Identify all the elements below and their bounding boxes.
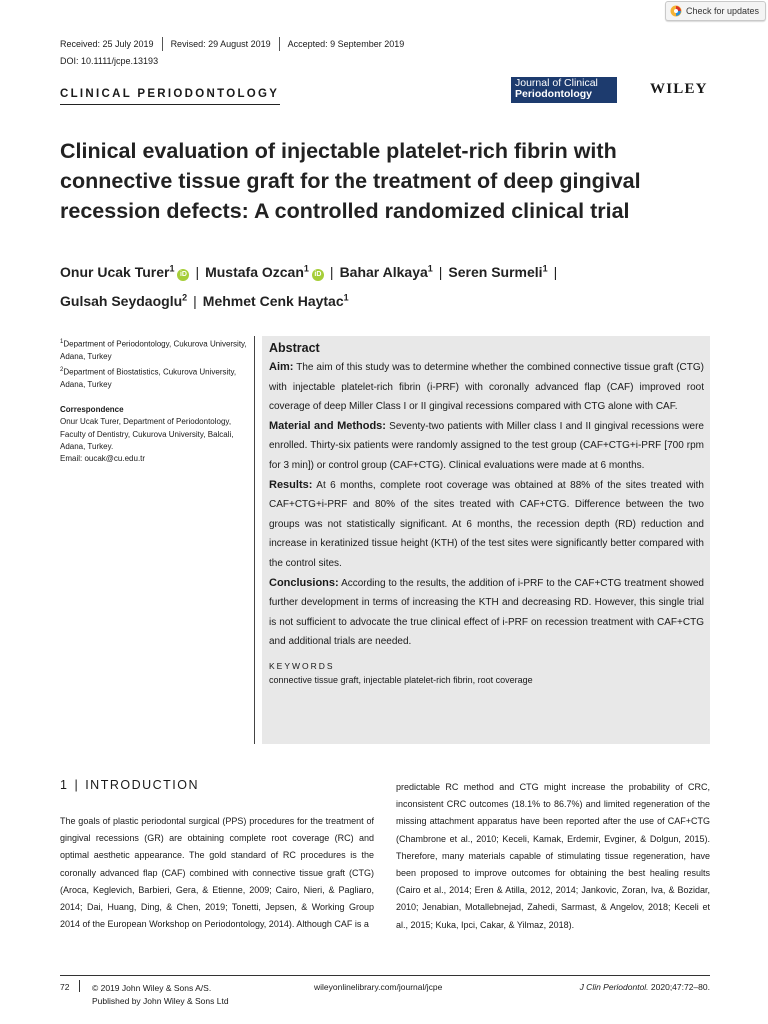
author[interactable]: Gulsah Seydaoglu$^2$ xyxy=(60,292,188,310)
author[interactable]: Mehmet Cenk Haytac$^1$ xyxy=(202,292,349,310)
abstract-aim: Aim: The aim of this study was to determine whether the combined connective tissue graft (CTG) with injectable platelet-rich fibrin (i-PRF) with coronally advanced flap (CAF) improved root coverage of deep Miller Class I or II gingival recessions compared with CTG alone with CAF. xyxy=(269,361,704,413)
section-label: CLINICAL PERIODONTOLOGY xyxy=(60,88,280,100)
abstract-heading: Abstract xyxy=(269,341,320,355)
journal-logo-line2: Periodontology xyxy=(515,88,592,100)
intro-heading: 1 | INTRODUCTION xyxy=(60,778,200,792)
section-rule xyxy=(60,104,280,105)
correspondence-email[interactable]: Email: oucak@cu.edu.tr xyxy=(60,454,146,464)
received-date: Received: 25 July 2019 xyxy=(60,39,154,49)
accepted-date: Accepted: 9 September 2019 xyxy=(287,39,405,49)
journal-logo-line1: Journal of Clinical xyxy=(515,77,598,89)
author[interactable]: Bahar Alkaya$^1$ xyxy=(339,263,433,280)
correspondence-heading: Correspondence xyxy=(60,405,124,414)
correspondence xyxy=(60,404,250,465)
abstract-box xyxy=(262,336,710,744)
intro-column-2: predictable RC method and CTG might increase the probability of CRC, inconsistent CRC outcomes (18.1% to 86.7%) and limited regeneration of the missing attachment apparatus have been reported after the use of CAF+CTG (Chambrone et al., 2010; Keceli, Kamak, Erdemir, Evginer, & Dolgun, 2015). Therefore, many materials capable of stimulating tissue regeneration, have been proposed to improve outcomes for obtaining the best healing results (Cairo et al., 2014; Eren & Atilla, 2012, 2014; Jankovic, Zoran, Iva, & Bozidar, 2010; Jenabian, Motallebnejad, Zahedi, Sarmast, & Angelov, 2018; Keceli et al., 2015; Kuka, Ipci, Cakar, & Yilmaz, 2018). xyxy=(396,782,710,930)
author-separator: | xyxy=(438,263,443,280)
author[interactable]: Mustafa Ozcan$^1$iD xyxy=(205,264,324,280)
author-separator: | xyxy=(553,263,558,280)
abstract-methods: Material and Methods: Seventy-two patients with Miller class I and II gingival recessions were enrolled. Thirty-six patients were randomly assigned to the test group (CAF+CTG+i-PRF [700 rpm for 3 min]) or control group (CAF+CTG). Clinical evaluations were made at 6 months. xyxy=(269,419,704,471)
divider xyxy=(79,980,80,992)
orcid-icon[interactable]: iD xyxy=(177,269,189,281)
check-updates-label: Check for updates xyxy=(685,6,759,16)
check-for-updates-button[interactable] xyxy=(665,1,766,21)
affiliation-1: $^1$Department of Periodontology, Cukurova University, Adana, Turkey xyxy=(60,339,247,361)
author-separator: | xyxy=(195,263,200,280)
journal-logo xyxy=(511,77,617,103)
author-list xyxy=(60,255,710,314)
divider xyxy=(279,37,280,51)
intro-column-1: The goals of plastic periodontal surgical (PPS) procedures for the treatment of gingival recessions (GR) are obtaining complete root coverage (RC) and optimal aesthetic appearance. The gold standard of RC procedures is the coronally advanced flap (CAF) combined with connective tissue graft (CTG) (Aroca, Keglevich, Barbieri, Gera, & Etienne, 2009; Cairo, Nieri, & Pagliaro, 2014; Dai, Huang, Ding, & Chen, 2019; Tonetti, Jepsen, & Working Group 2014 of the European Workshop on Periodontology, 2014). Although CAF is a xyxy=(60,816,374,930)
doi-link[interactable]: DOI: 10.1111/jcpe.13193 xyxy=(60,56,159,66)
footer-rule xyxy=(60,975,710,976)
correspondence-text: Onur Ucak Turer, Department of Periodontology, Faculty of Dentistry, Cukurova University, Balcali, Adana, Turkey. xyxy=(60,417,234,451)
article-title: Clinical evaluation of injectable platelet-rich fibrin with connective tissue graft for the treatment of deep gingival recession defects: A controlled randomized clinical trial xyxy=(60,139,641,223)
page-number: 72 xyxy=(60,982,70,992)
citation: J Clin Periodontol. 2020;47:72–80. xyxy=(579,982,710,992)
revised-date: Revised: 29 August 2019 xyxy=(170,39,271,49)
keywords-list: connective tissue graft, injectable platelet-rich fibrin, root coverage xyxy=(269,674,533,685)
copyright: © 2019 John Wiley & Sons A/S. Published by John Wiley & Sons Ltd xyxy=(92,983,229,1006)
author-separator: | xyxy=(193,293,197,310)
journal-url[interactable]: wileyonlinelibrary.com/journal/jcpe xyxy=(314,982,443,992)
article-dates xyxy=(60,37,404,51)
publisher-logo: WILEY xyxy=(650,81,708,97)
author-separator: | xyxy=(329,263,334,280)
abstract-results: Results: At 6 months, complete root coverage was obtained at 88% of the sites treated with CAF+CTG+i-PRF and 80% of the sites treated with CAF+CTG. Difference between the two groups was not statistically significant. At 6 months, the recession depth (RD) reduction and increase in keratinized tissue height (KTH) of the test sites were significantly better compared with the control sites. xyxy=(269,478,704,569)
affiliation-2: $^2$Department of Biostatistics, Cukurova University, Adana, Turkey xyxy=(60,367,237,389)
check-updates-icon xyxy=(670,5,682,17)
column-divider xyxy=(254,336,255,744)
author[interactable]: Seren Surmeli$^1$ xyxy=(448,263,548,280)
divider xyxy=(162,37,163,51)
abstract-conclusions: Conclusions: According to the results, the addition of i-PRF to the CAF+CTG treatment showed further development in terms of increasing the KTH and decreasing RD. However, this single trial is not sufficient to advocate the true clinical effect of i-PRF on recession treatment with CAF+CTG and additional trials are needed. xyxy=(269,576,704,648)
author[interactable]: Onur Ucak Turer$^1$iD xyxy=(60,264,189,280)
keywords-heading: KEYWORDS xyxy=(269,660,335,671)
orcid-icon[interactable]: iD xyxy=(312,269,324,281)
